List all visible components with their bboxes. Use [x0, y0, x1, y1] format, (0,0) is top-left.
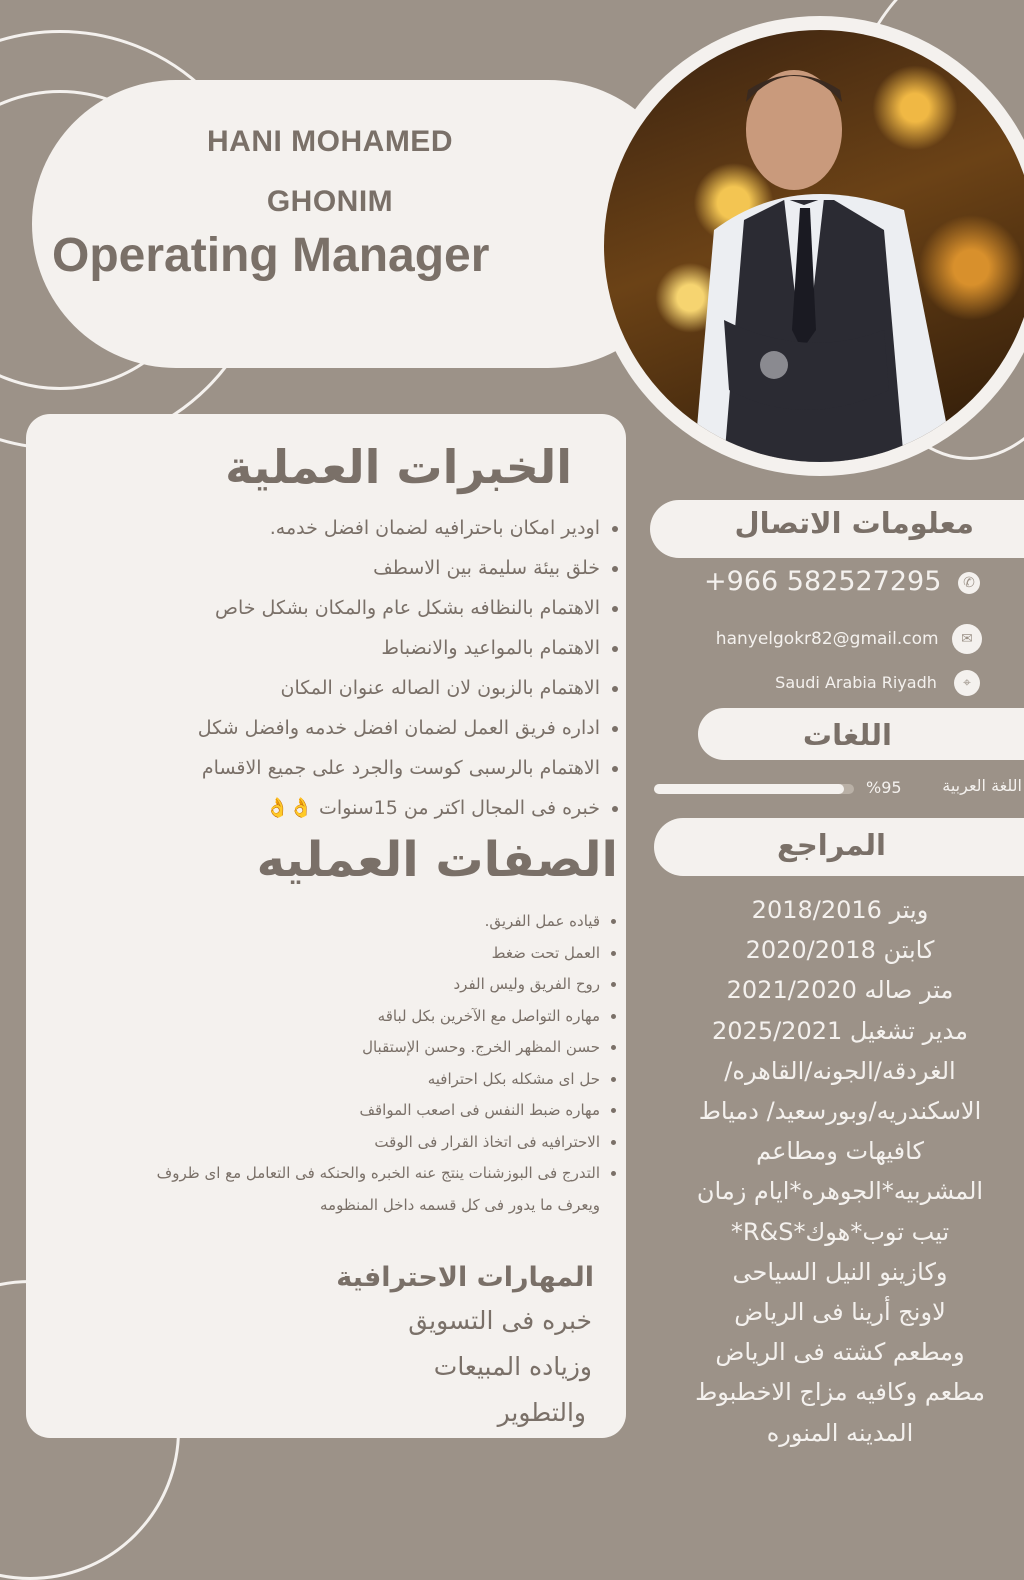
reference-line: تيب توب*هوك*R&S*	[730, 1217, 950, 1246]
list-item: • حل اى مشكله بكل احترافيه	[110, 1064, 600, 1096]
reference-line: ومطعم كشته فى الرياض	[715, 1338, 965, 1367]
list-item: • الاهتمام بالرسبى كوست والجرد على جميع الاقسام	[40, 748, 600, 788]
person-name	[150, 112, 510, 232]
profile-photo	[604, 30, 1024, 462]
contact-heading: معلومات الاتصال	[734, 506, 974, 540]
contact-location	[775, 670, 980, 696]
list-item: • خلق بيئة سليمة بين الاسطف	[40, 548, 600, 588]
skill-item: والتطوير	[497, 1398, 586, 1427]
list-item: • قياده عمل الفريق.	[110, 906, 600, 938]
arabic-level-label: %95	[866, 778, 902, 797]
list-item: • خبره فى المجال اكتر من 15سنوات 👌👌	[40, 788, 600, 828]
reference-line: متر صاله 2021/2020	[726, 976, 954, 1005]
location-text: Saudi Arabia Riyadh	[775, 672, 937, 692]
reference-line: المدينه المنوره	[766, 1418, 914, 1447]
job-title: Operating Manager	[52, 229, 490, 282]
skills-heading: المهارات الاحترافية	[336, 1262, 594, 1293]
list-item: • العمل تحت ضغط	[110, 938, 600, 970]
envelope-icon: ✉	[952, 624, 982, 654]
experience-heading: الخبرات العملية	[225, 440, 572, 494]
reference-line: كابتن 2020/2018	[745, 936, 935, 965]
arabic-language-name: اللغة العربية	[942, 776, 1022, 795]
experience-list	[40, 508, 622, 828]
reference-line: مطعم وكافيه مزاج الاخطبوط	[695, 1378, 985, 1407]
list-item: • اداره فريق العمل لضمان افضل خدمه وافضل شكل	[40, 708, 600, 748]
list-item: • اودير امكان باحترافيه لضمان افضل خدمه.	[40, 508, 600, 548]
list-item: • مهاره ضبط النفس فى اصعب المواقف	[110, 1095, 600, 1127]
qualities-list	[110, 906, 622, 1221]
list-item: • الاحترافيه فى اتخاذ القرار فى الوقت	[110, 1127, 600, 1159]
references-heading: المراجع	[777, 828, 886, 862]
list-item: • مهاره التواصل مع الآخرين بكل لباقه	[110, 1001, 600, 1033]
list-item: • الاهتمام بالزبون لان الصاله عنوان المكان	[40, 668, 600, 708]
list-item: • روح الفريق وليس الفرد	[110, 969, 600, 1001]
contact-phone[interactable]	[704, 566, 980, 597]
reference-line: وكازينو النيل السياحى	[732, 1257, 948, 1286]
list-item: • حسن المظهر الخرج. وحسن الإستقبال	[110, 1032, 600, 1064]
person-silhouette	[604, 30, 1024, 462]
qualities-heading: الصفات العمليه	[256, 832, 618, 888]
skill-item: وزياده المبيعات	[433, 1352, 592, 1381]
phone-number: +966 582527295	[704, 566, 942, 597]
phone-icon: ✆	[958, 572, 980, 594]
skill-item: خبره فى التسويق	[408, 1306, 592, 1335]
person-name-line1: HANI MOHAMED	[207, 125, 453, 158]
reference-line: لاونج أرينا فى الرياض	[734, 1298, 946, 1327]
contact-email[interactable]	[716, 624, 982, 654]
map-pin-icon: ⌖	[954, 670, 980, 696]
reference-line: الغردقه/الجونه/القاهره/	[724, 1056, 956, 1085]
arabic-level-bar	[654, 784, 854, 794]
reference-line: كافيهات ومطاعم	[756, 1137, 924, 1166]
references-list	[640, 890, 1024, 1453]
list-item: • الاهتمام بالنظافه بشكل عام والمكان بشكل خاص	[40, 588, 600, 628]
email-address: hanyelgokr82@gmail.com	[715, 629, 939, 649]
person-name-line2: GHONIM	[266, 185, 394, 218]
reference-line: المشربيه*الجوهره*ايام زمان	[696, 1177, 984, 1206]
list-item: • التدرج فى البوزشنات ينتج عنه الخبره والحنكه فى التعامل مع اى ظروف ويعرف ما يدور فى كل قسمه داخل المنظومه	[110, 1158, 600, 1221]
reference-line: مدير تشغيل 2025/2021	[712, 1016, 968, 1045]
arabic-level-fill	[654, 784, 844, 794]
languages-heading: اللغات	[802, 718, 892, 752]
list-item: • الاهتمام بالمواعيد والانضباط	[40, 628, 600, 668]
reference-line: ويتر 2018/2016	[751, 896, 929, 924]
reference-line: الاسكندريه/وبورسعيد/ دمياط	[698, 1097, 982, 1126]
